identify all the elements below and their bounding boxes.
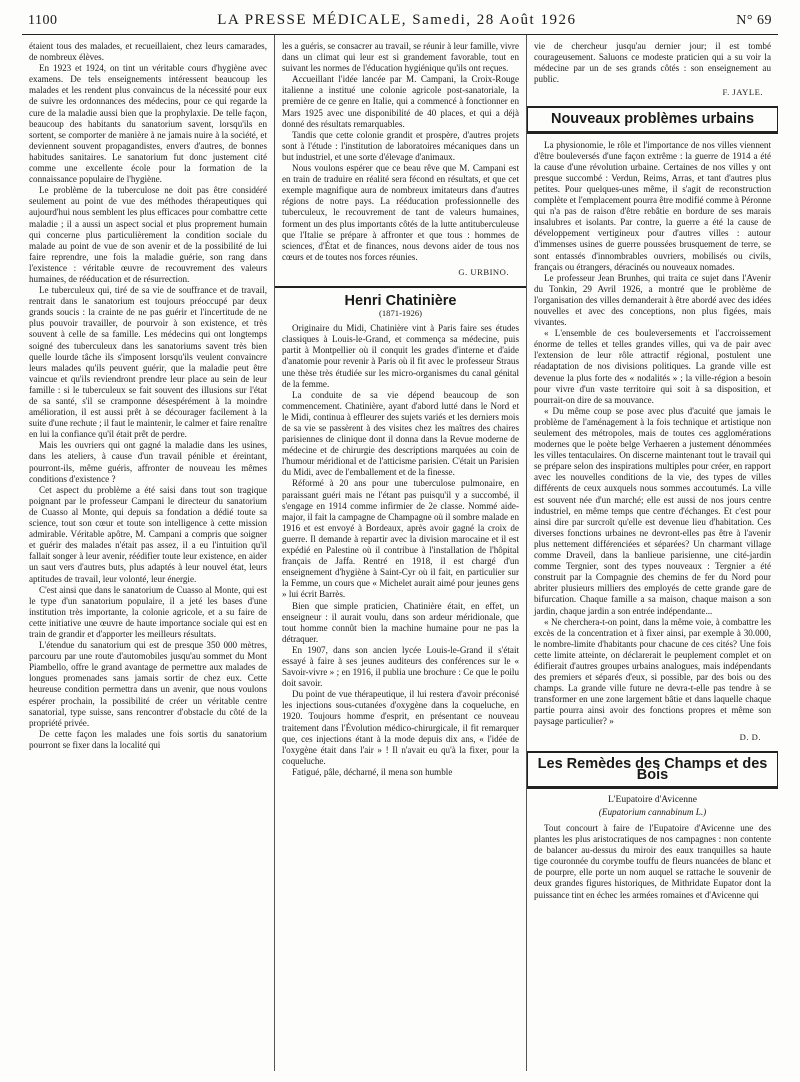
paragraph: Le professeur Jean Brunhes, qui traita ce sujet dans l'Avenir du Tonkin, 29 Avril 1926, a montré que le problème de l'organisation des villes demanderait à être abordé avec des idées nouvelles et avec des conceptions, non plus figées, mais vivantes. <box>534 272 771 328</box>
paragraph: Le tuberculeux qui, tiré de sa vie de souffrance et de travail, rentrait dans le sanatorium est toujours préoccupé par deux grands soucis : la crainte de ne pas guérir et l'incertitude de ne plus pouvoir travailler, de pourvoir à son existence, et très souvent à celle de sa famille. Les médecins qui ont longtemps soigné des tuberculeux dans les sanatoriums savent très bien quelle lourde tâche ils s'imposent lorsqu'ils veulent convaincre leurs malades qu'ils peuvent guérir, que la maladie peut être vaincue et qu'ils reviendront prendre leur place au sein de leur famille : si le tuberculeux se fait souvent des illusions sur l'état de sa santé, s'il se cramponne désespérément à la moindre amélioration, il est aussi prêt à se décourager facilement à la suite d'une rechute ; il faut le maintenir, le calmer et faire renaître en lui la confiance qu'il était prêt de perdre. <box>29 285 267 440</box>
paragraph: Tandis que cette colonie grandit et prospère, d'autres projets sont à l'étude : l'institution de laboratoires mécaniques dans un but industriel, et une sorte d'élevage d'animaux. <box>282 129 519 162</box>
paragraph: Tout concourt à faire de l'Eupatoire d'Avicenne une des plantes les plus aristocratiques de nos campagnes : non contente de balancer au-dessus du miroir des eaux tranquilles sa haute tige couronnée du corymbe touffu de fleurs nuancées de blanc et de pourpre, elle porte un nom auquel se rattache le souvenir de deux grandes figures historiques, de Mithridate Eupator dont la puissance tint en échec les armées romaines et d'Avicenne qui <box>534 823 771 900</box>
issue-number: N° 69 <box>736 13 772 28</box>
masthead <box>22 12 778 35</box>
remedy-latin-name: (Eupatorium cannabinum L.) <box>598 806 707 817</box>
paragraph: Accueillant l'idée lancée par M. Campani, la Croix-Rouge italienne a institué une colonie agricole post-sanatoriale, la première de ce genre en Italie, qui a commencé à fonctionner en Mars 1925 avec une disponibilité de 40 places, et qui a déjà donné des résultats remarquables. <box>282 74 519 129</box>
paragraph: La physionomie, le rôle et l'importance de nos villes viennent d'être bouleversés d'une façon extrême : la guerre de 1914 a été la cause d'une révolution urbaine. Certaines de nos villes y ont presque succombé : Verdun, Reims, Arras, et tant d'autres plus petites. Pour quelques-unes même, il s'agit de reconstruction complète et l'emplacement pourra être modifié comme à Péronne qui n'a pas de raison d'être rebâtie en bordure de ses marais insalubres et isolants. Par contre, la guerre a été la cause de développement vertigineux pour d'autres villes : autour d'immenses usines de guerre poussées brusquement de terre, se sont entassés d'innombrables ouvriers, mobilisés ou civils, français ou étrangers, déracinés ou nouveaux nomades. <box>534 139 771 272</box>
publication-title: LA PRESSE MÉDICALE, Samedi, 28 Août 1926 <box>217 12 577 28</box>
remedies-title: Les Remèdes des Champs et des Bois <box>528 753 777 787</box>
paragraph: De cette façon les malades une fois sortis du sanatorium pourront se fixer dans la localité qui <box>29 728 267 750</box>
page-number: 1100 <box>28 13 58 28</box>
remedy-name: L'Eupatoire d'Avicenne <box>608 794 697 805</box>
paragraph: « Du même coup se pose avec plus d'acuité que jamais le problème de l'aménagement à la fois technique et artistique non seulement des métropoles, mais de toutes ces agglomérations modernes que le poète belge Verhaeren a justement dénommées les villes tentaculaires. On discerne maintenant tout le travail qui se prépare selon des inspirations multiples pour créer, en rapport avec les nouvelles conditions de la vie, des types de villes différents de ceux auxquels nous sommes accoutumés. La ville est souvent née d'un marché; elle est aussi de nos jours centre industriel, en même temps que centre d'échanges. Et c'est pour ainsi dire par surcroît qu'elle est devenue lieu d'habitation. Ces diverses fonctions urbaines ne devront-elles pas être à l'avenir plus nettement différenciées et séparées? Un charmant village comme Draveil, dans la banlieue parisienne, une cité-jardin comme Tergnier, sont des types nouveaux : Tergnier a été construit par la Compagnie des chemins de fer du Nord pour abriter plusieurs milliers des employés de cette grande gare de bifurcation. Chaque famille a sa maison, chaque maison a son jardin, chaque jardin a son entrée indépendante... <box>534 405 771 616</box>
section-rule <box>275 286 526 288</box>
paragraph: L'étendue du sanatorium qui est de presque 350 000 mètres, parcouru par une route d'automobiles jusqu'au sommet du Mont Piambello, offre le grand avantage de permettre aux malades de longues promenades sans jamais sortir de chez eux. Cette heureuse condition permettra dans un avenir, que nous voulons espérer prochain, la possibilité de créer un véritable centre sanatorial, type suisse, sans rencontrer d'obstacle du côté de la propriété privée. <box>29 640 267 728</box>
urban-problems-section <box>527 106 778 133</box>
paragraph: Bien que simple praticien, Chatinière était, en effet, un enseigneur : il aurait voulu, dans son ardeur méridionale, que tout homme connût bien la machine humaine pour ne pas la détraquer. <box>282 600 519 644</box>
paragraph: Réformé à 20 ans pour une tuberculose pulmonaire, en paraissant guéri mais ne l'étant pas puisqu'il y a succombé, il s'engage en 1914 comme infirmier de 2e classe. Nommé aide-major, il fait la campagne de Champagne où il sombre malade en 1916 et est envoyé à Bordeaux, après avoir gagné la croix de guerre. Il demande à repartir avec la division marocaine et il est expédié en Palestine où il contribue à l'installation de l'hôpital français de Jaffa. Rentré en 1918, il est chargé d'un enseignement d'hygiène à Saint-Cyr où il fait, en particulier sur la Femme, un cours que « Michelet aurait aimé pour jeunes gens » lui écrit Barrès. <box>282 478 519 600</box>
paragraph: Du point de vue thérapeutique, il lui restera d'avoir préconisé les injections sous-cutanées d'oxygène dans la coqueluche, en 1920. Toujours homme d'esprit, en présentant ce nouveau traitement dans l'Évolution médico-chirurgicale, il fit remarquer que, ces injections étant à la mode depuis dix ans, « l'idée de l'oxygène était dans l'air » ! Il n'avait eu qu'à la fixer, pour la coqueluche. <box>282 689 519 766</box>
obituary-dates: (1871-1926) <box>379 308 422 319</box>
paragraph: Nous voulons espérer que ce beau rêve que M. Campani est en train de traduire en réalité sera fécond en résultats, et que cet exemple magnifique aura de nombreux imitateurs dans d'autres régions de notre pays. La rééducation professionnelle des tuberculeux, le recouvrement de tant de valeurs humaines, forment un des plus importants côtés de la lutte antituberculeuse que l'Italie se prépare à affronter et que tous : hommes de sciences, d'État et de finances, nous devons aider de tous nos cœurs et de toutes nos forces réunies. <box>282 163 519 262</box>
paragraph: étaient tous des malades, et recueillaient, chez leurs camarades, de nombreux élèves. <box>29 41 267 63</box>
obituary-title: Henri Chatinière <box>344 292 457 309</box>
obituary-header <box>282 292 519 319</box>
paragraph: Originaire du Midi, Chatinière vint à Paris faire ses études classiques à Louis-le-Grand, et commença sa médecine, puis partit à Montpellier où il conquit les grades d'interne et d'aide d'anatomie pour revenir à Paris où il fit avec le professeur Straus une thèse très étudiée sur les micro-organismes du canal génital de la femme. <box>282 323 519 389</box>
paragraph: La conduite de sa vie dépend beaucoup de son commencement. Chatinière, ayant d'abord lutté dans le Nord et le Midi, continua à effleurer des sujets variés et les derniers mois de sa vie se passèrent à des visites chez les maîtres des chaires parisiennes de clinique dont il donna dans la Revue moderne de médecine et de chirurgie des descriptions marquées au coin de l'humour méridional et de l'atticisme parisien. C'était un Parisien du Midi, avec de l'emballement et de la finesse. <box>282 389 519 478</box>
remedies-section <box>527 751 778 789</box>
paragraph: Cet aspect du problème a été saisi dans tout son tragique poignant par le professeur Campani le directeur du sanatorium de Cuasso al Monte, qui depuis sa fondation a dédié toute sa science, tout son cœur et toute son intelligence à cette mission admirable. Véritable apôtre, M. Campani a compris que soigner et guérir des malades n'était pas assez, il a eu l'intuition qu'il fallait songer à leur avenir, réédifier toute leur existence, en aider un saut vers d'autres buts, plus adaptés à leur nouvel état, leurs aptitudes de travail, leur volonté, leur énergie. <box>29 484 267 584</box>
paragraph: Le problème de la tuberculose ne doit pas être considéré seulement au point de vue des méthodes thérapeutiques qui aujourd'hui nous semblent les plus efficaces pour combattre cette maladie ; il a aussi un aspect social et plus proprement humain qui concerne plus particulièrement la condition sociale du malade au point de vue de son avenir et de la possibilité de lui faire reprendre, une fois la maladie guérie, son rang dans l'existence : véritable œuvre de recouvrement des valeurs humaines, de rééducation et de résurrection. <box>29 185 267 284</box>
paragraph: « Ne cherchera-t-on point, dans la même voie, à combattre les excès de la concentration et à fixer ainsi, par exemple à 30.000, le nombre-limite d'habitants pour chacune de ces cités? Une fois cette limite atteinte, on déclarerait le peuplement complet et on édifierait d'autres groupes urbains analogues, mais indépendants des premiers et séparés d'eux, si possible, par des bois ou des champs. La grande ville future ne devra-t-elle pas tendre à se transformer en une zone largement bâtie et dans laquelle chaque partie pourra ainsi avoir des fonctions propres et même son paysage particulier? » <box>534 616 771 727</box>
column-2 <box>274 35 526 1071</box>
urban-problems-title: Nouveaux problèmes urbains <box>528 108 777 131</box>
columns <box>22 35 778 1071</box>
column-3 <box>526 35 778 1071</box>
paragraph: Fatigué, pâle, décharné, il mena son humble <box>292 766 453 777</box>
paragraph: C'est ainsi que dans le sanatorium de Cuasso al Monte, qui est le type d'un sanatorium populaire, il a jeté les bases d'une institution très importante, la colonie agricole, et a su faire de cette initiative une œuvre de haute importance sociale qui est en train de grandir et d'apporter les meilleurs résultats. <box>29 584 267 639</box>
paragraph: Mais les ouvriers qui ont gagné la maladie dans les usines, dans les ateliers, à cause d'un travail pénible et éreintant, pourront-ils, même guéris, affronter de nouveau les mêmes conditions d'existence ? <box>29 440 267 484</box>
paragraph: les a guéris, se consacrer au travail, se réunir à leur famille, vivre dans un climat qui leur est si grandement favorable, tout en suivant les normes de l'éducation hygiénique qu'ils ont reçues. <box>282 41 519 74</box>
signature-dd: D. D. <box>739 731 761 742</box>
paragraph: En 1907, dans son ancien lycée Louis-le-Grand il s'était essayé à faire à ses jeunes auditeurs des conférences sur le « Savoir-vivre » ; en 1916, il publia une brochure : Ce que le poilu doit savoir. <box>282 644 519 689</box>
signature-urbino: G. URBINO. <box>458 266 509 277</box>
signature-jayle: F. JAYLE. <box>722 87 763 98</box>
column-1 <box>22 35 274 1071</box>
paragraph: En 1923 et 1924, on tint un véritable cours d'hygiène avec examens. De tels enseignements intéressent beaucoup les malades et les rendent plus convaincus de la nécessité pour eux de suivre les ordonnances des médecins, pour ce qui regarde la cure de la maladie aussi bien que la prophylaxie. De telle façon, beaucoup des habitants du sanatorium savent, lorsqu'ils en sortent, se comporter de manière à ne jamais nuire à la société, et deviennent souvent propagandistes, envers d'autres, de bonnes habitudes sanitaires. Le sanatorium fut donc justement cité comme une excellente école pour la formation de la connaissance populaire de l'hygiène. <box>29 63 267 185</box>
paragraph: « L'ensemble de ces bouleversements et l'accroissement énorme de telles et telles grandes villes, qui va de pair avec l'extension de leur rôle attractif régional, postulent une réadaptation de nos divisions politiques. La grande ville est devenue la plus forte des « nodalités » ; la ville-région a besoin pour vivre d'un vaste territoire qui soit à sa disposition, et pourrait-on dire de sa mouvance. <box>534 328 771 405</box>
paragraph: vie de chercheur jusqu'au dernier jour; il est tombé courageusement. Saluons ce modeste praticien qui a su voir la médecine par un de ses grands côtés : son enseignement au public. <box>534 41 771 85</box>
